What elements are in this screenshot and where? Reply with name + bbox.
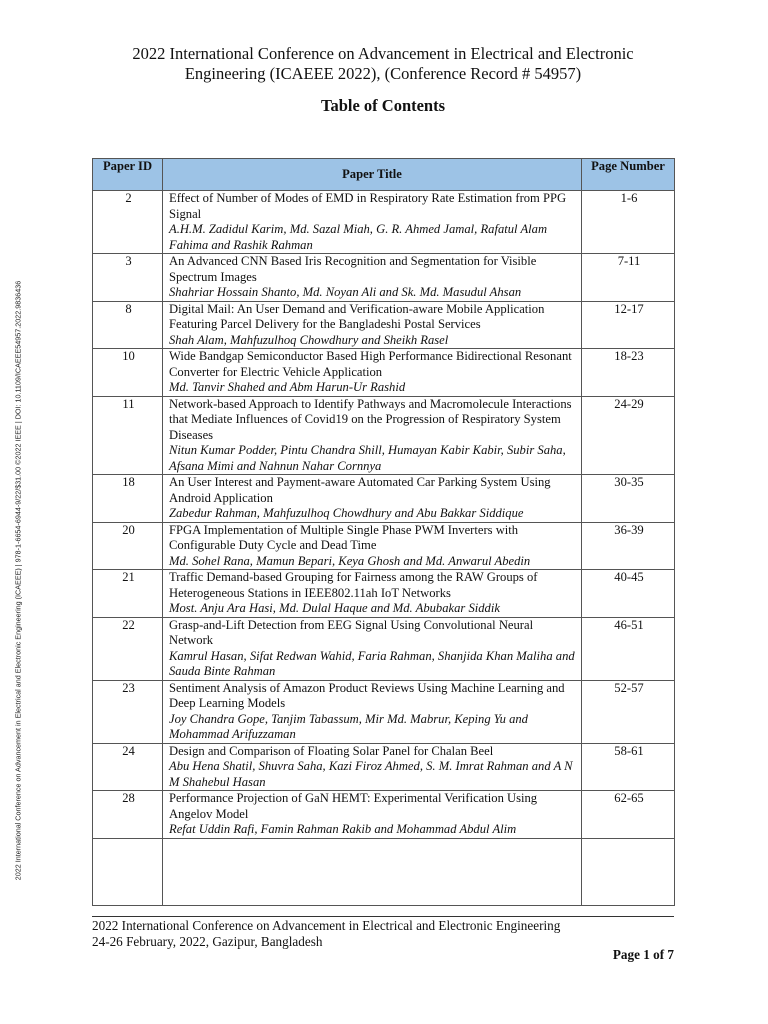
paper-title: Grasp-and-Lift Detection from EEG Signal Using Convolutional Neural Network bbox=[169, 617, 534, 647]
header-line-2: Engineering (ICAEEE 2022), (Conference Record # 54957) bbox=[184, 64, 582, 83]
paper-id-cell: 11 bbox=[93, 396, 163, 475]
paper-title: An Advanced CNN Based Iris Recognition and Segmentation for Visible Spectrum Images bbox=[169, 254, 537, 284]
paper-title: Traffic Demand-based Grouping for Fairness among the RAW Groups of Heterogeneous Stations in IEEE802.11ah IoT Networks bbox=[169, 570, 538, 600]
footer-line-1: 2022 International Conference on Advancement in Electrical and Electronic Engineering bbox=[92, 918, 561, 933]
paper-id-cell: 28 bbox=[93, 791, 163, 839]
paper-title: FPGA Implementation of Multiple Single Phase PWM Inverters with Configurable Duty Cycle and Dead Time bbox=[169, 522, 519, 552]
paper-id-cell: 2 bbox=[93, 191, 163, 254]
page-range-cell: 46-51 bbox=[582, 617, 675, 680]
paper-id-cell: 21 bbox=[93, 570, 163, 618]
paper-id-cell: 20 bbox=[93, 522, 163, 570]
paper-title-cell bbox=[163, 743, 582, 791]
paper-title-cell bbox=[163, 522, 582, 570]
side-stamp bbox=[12, 214, 24, 950]
paper-title: Sentiment Analysis of Amazon Product Reviews Using Machine Learning and Deep Learning Models bbox=[169, 680, 565, 710]
page-range-cell: 36-39 bbox=[582, 522, 675, 570]
paper-title-cell bbox=[163, 617, 582, 680]
page-range-cell: 7-11 bbox=[582, 254, 675, 302]
column-header-paper-title: Paper Title bbox=[163, 159, 582, 191]
paper-authors: Most. Anju Ara Hasi, Md. Dulal Haque and Md. Abubakar Siddik bbox=[169, 601, 500, 615]
footer bbox=[92, 918, 560, 950]
table-row bbox=[93, 475, 675, 523]
paper-authors: Nitun Kumar Podder, Pintu Chandra Shill, Humayan Kabir Kabir, Subir Saha, Afsana Mimi and Nahnun Nahar Cornnya bbox=[169, 443, 566, 473]
table-row bbox=[93, 743, 675, 791]
paper-authors: Zabedur Rahman, Mahfuzulhoq Chowdhury and Abu Bakkar Siddique bbox=[169, 506, 524, 520]
paper-title: An User Interest and Payment-aware Automated Car Parking System Using Android Application bbox=[169, 475, 551, 505]
paper-title-cell bbox=[163, 349, 582, 397]
page-range-cell: 12-17 bbox=[582, 301, 675, 349]
page-range-cell: 18-23 bbox=[582, 349, 675, 397]
table-row bbox=[93, 349, 675, 397]
table-row bbox=[93, 617, 675, 680]
doi-stamp: 2022 International Conference on Advancement in Electrical and Electronic Engineering (ICAEEE) | 978-1-6654-6944-9/22/$31.00 ©2022 IEEE | DOI: 10.1109/ICAEEE54957.2022.9836436 bbox=[13, 280, 23, 881]
empty-cell bbox=[582, 838, 675, 905]
paper-authors: Abu Hena Shatil, Shuvra Saha, Kazi Firoz Ahmed, S. M. Imrat Rahman and A N M Shahebul Hasan bbox=[169, 759, 573, 789]
table-header-row bbox=[93, 159, 675, 191]
paper-title: Digital Mail: An User Demand and Verification-aware Mobile Application Featuring Parcel Delivery for the Bangladeshi Postal Services bbox=[169, 301, 545, 331]
table-row bbox=[93, 680, 675, 743]
toc-body bbox=[93, 191, 675, 906]
table-row bbox=[93, 254, 675, 302]
paper-authors: Shahriar Hossain Shanto, Md. Noyan Ali and Sk. Md. Masudul Ahsan bbox=[169, 285, 522, 299]
column-header-page-number: Page Number bbox=[582, 159, 675, 191]
paper-id-cell: 3 bbox=[93, 254, 163, 302]
column-header-paper-id: Paper ID bbox=[93, 159, 163, 191]
table-row bbox=[93, 396, 675, 475]
footer-line-2: 24-26 February, 2022, Gazipur, Bangladesh bbox=[92, 934, 323, 949]
paper-id-cell: 23 bbox=[93, 680, 163, 743]
header-line-1: 2022 International Conference on Advancement in Electrical and Electronic bbox=[132, 44, 634, 63]
empty-cell bbox=[163, 838, 582, 905]
paper-authors: Md. Sohel Rana, Mamun Bepari, Keya Ghosh and Md. Anwarul Abedin bbox=[169, 553, 531, 568]
toc-table bbox=[92, 158, 675, 906]
page-number: Page 1 of 7 bbox=[612, 947, 674, 962]
paper-title-cell bbox=[163, 191, 582, 254]
paper-authors: Kamrul Hasan, Sifat Redwan Wahid, Faria Rahman, Shanjida Khan Maliha and Sauda Binte Rahman bbox=[169, 648, 575, 678]
paper-title-cell bbox=[163, 301, 582, 349]
conference-header bbox=[92, 44, 674, 84]
paper-id-cell: 24 bbox=[93, 743, 163, 791]
table-row bbox=[93, 301, 675, 349]
paper-id-cell: 10 bbox=[93, 349, 163, 397]
page-range-cell: 52-57 bbox=[582, 680, 675, 743]
paper-id-cell: 8 bbox=[93, 301, 163, 349]
paper-title: Effect of Number of Modes of EMD in Respiratory Rate Estimation from PPG Signal bbox=[169, 191, 567, 221]
table-row bbox=[93, 570, 675, 618]
paper-authors: Refat Uddin Rafi, Famin Rahman Rakib and Mohammad Abdul Alim bbox=[169, 822, 517, 836]
page-range-cell: 62-65 bbox=[582, 791, 675, 839]
paper-title: Design and Comparison of Floating Solar Panel for Chalan Beel bbox=[169, 743, 494, 758]
paper-id-cell: 18 bbox=[93, 475, 163, 523]
page-title: Table of Contents bbox=[320, 96, 446, 115]
paper-title: Network-based Approach to Identify Pathways and Macromolecule Interactions that Mediate Influences of Covid19 on the Progression of Respiratory System Diseases bbox=[169, 396, 572, 442]
table-row bbox=[93, 522, 675, 570]
paper-title-cell bbox=[163, 791, 582, 839]
paper-title: Wide Bandgap Semiconductor Based High Performance Bidirectional Resonant Converter for Electric Vehicle Application bbox=[169, 349, 572, 379]
paper-title-cell bbox=[163, 396, 582, 475]
empty-cell bbox=[93, 838, 163, 905]
page-range-cell: 1-6 bbox=[582, 191, 675, 254]
paper-authors: Shah Alam, Mahfuzulhoq Chowdhury and Sheikh Rasel bbox=[169, 332, 449, 347]
page-range-cell: 30-35 bbox=[582, 475, 675, 523]
table-row bbox=[93, 791, 675, 839]
paper-authors: A.H.M. Zadidul Karim, Md. Sazal Miah, G. R. Ahmed Jamal, Rafatul Alam Fahima and Rashik Rahman bbox=[169, 222, 548, 252]
footer-divider bbox=[92, 916, 674, 917]
table-row bbox=[93, 191, 675, 254]
paper-authors: Joy Chandra Gope, Tanjim Tabassum, Mir Md. Mabrur, Keping Yu and Mohammad Arifuzzaman bbox=[169, 711, 528, 741]
empty-table-row bbox=[93, 838, 675, 905]
paper-title-cell bbox=[163, 680, 582, 743]
page-range-cell: 58-61 bbox=[582, 743, 675, 791]
paper-id-cell: 22 bbox=[93, 617, 163, 680]
paper-title-cell bbox=[163, 254, 582, 302]
page-range-cell: 40-45 bbox=[582, 570, 675, 618]
paper-title-cell bbox=[163, 475, 582, 523]
paper-title-cell bbox=[163, 570, 582, 618]
paper-authors: Md. Tanvir Shahed and Abm Harun-Ur Rashid bbox=[169, 380, 406, 394]
page-range-cell: 24-29 bbox=[582, 396, 675, 475]
paper-title: Performance Projection of GaN HEMT: Experimental Verification Using Angelov Model bbox=[169, 791, 538, 821]
